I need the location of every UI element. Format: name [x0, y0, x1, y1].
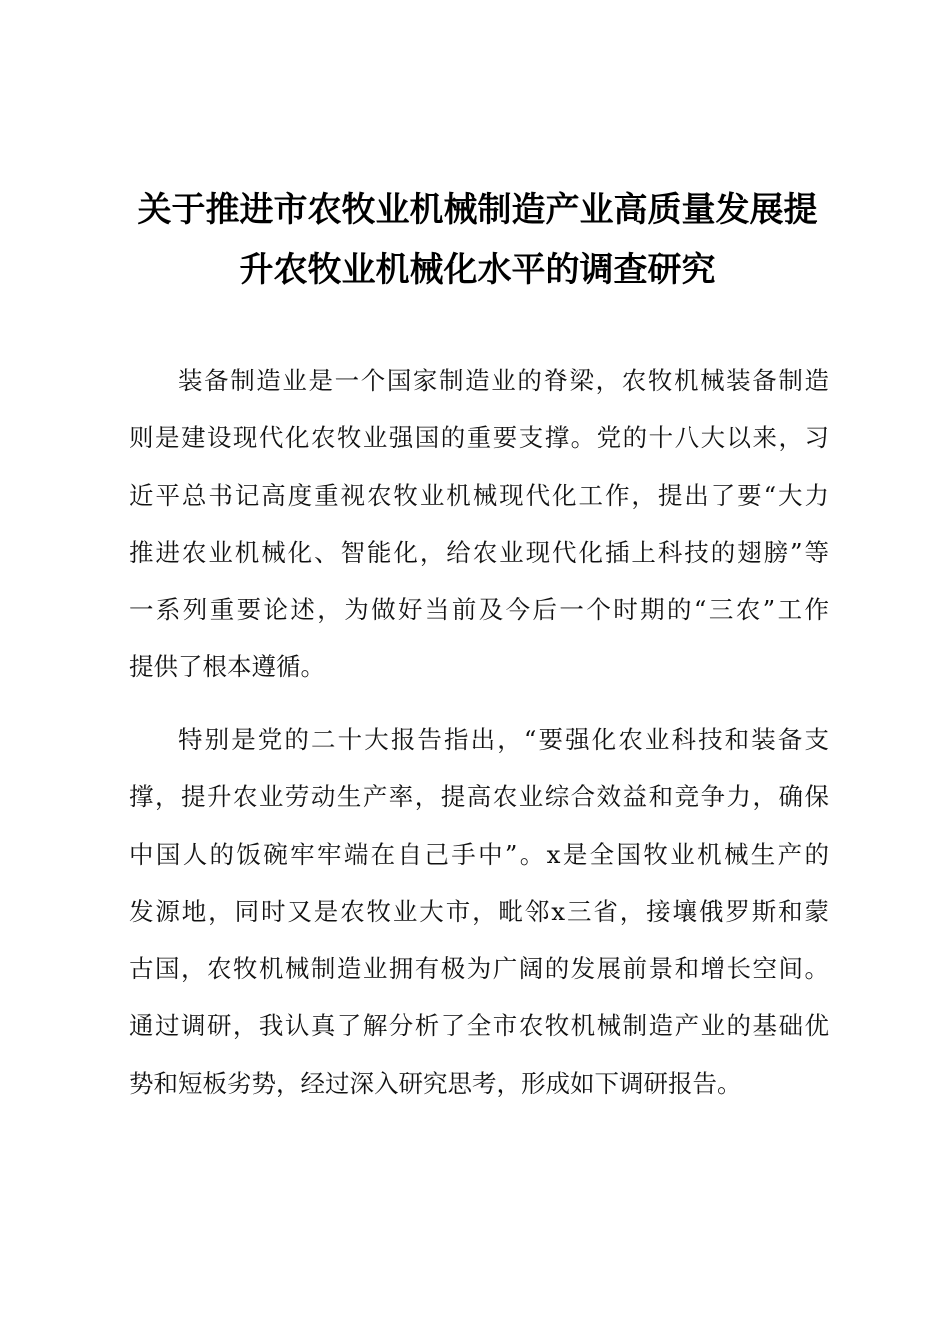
paragraph-line: 势和短板劣势，经过深入研究思考，形成如下调研报告。 [129, 1068, 742, 1098]
paragraph-line: 装备制造业是一个国家制造业的脊梁，农牧机械装备制造 [178, 366, 829, 395]
paragraph-line: 一系列重要论述，为做好当前及今后一个时期的“三农”工作 [129, 595, 829, 625]
paragraph-line: 推进农业机械化、智能化，给农业现代化插上科技的翅膀”等 [129, 537, 829, 567]
title-line: 升农牧业机械化水平的调查研究 [239, 250, 716, 290]
paragraph-line: 通过调研，我认真了解分析了全市农牧机械制造产业的基础优 [129, 1011, 829, 1041]
paragraph-line: 中国人的饭碗牢牢端在自己手中”。x是全国牧业机械生产的 [129, 839, 829, 869]
document-title [120, 180, 835, 300]
paragraph-intro [129, 352, 829, 696]
paragraph-line: 则是建设现代化农牧业强国的重要支撑。党的十八大以来，习 [129, 423, 829, 453]
paragraph-background [129, 711, 829, 1112]
paragraph-line: 撑，提升农业劳动生产率，提高农业综合效益和竞争力，确保 [129, 782, 829, 812]
paragraph-line: 发源地，同时又是农牧业大市，毗邻x三省，接壤俄罗斯和蒙 [129, 896, 829, 926]
title-line: 关于推进市农牧业机械制造产业高质量发展提 [137, 190, 818, 230]
paragraph-line: 提供了根本遵循。 [129, 652, 325, 682]
paragraph-line: 古国，农牧机械制造业拥有极为广阔的发展前景和增长空间。 [129, 954, 829, 984]
paragraph-line: 近平总书记高度重视农牧业机械现代化工作，提出了要“大力 [129, 480, 829, 510]
paragraph-line: 特别是党的二十大报告指出，“要强化农业科技和装备支 [178, 725, 829, 754]
